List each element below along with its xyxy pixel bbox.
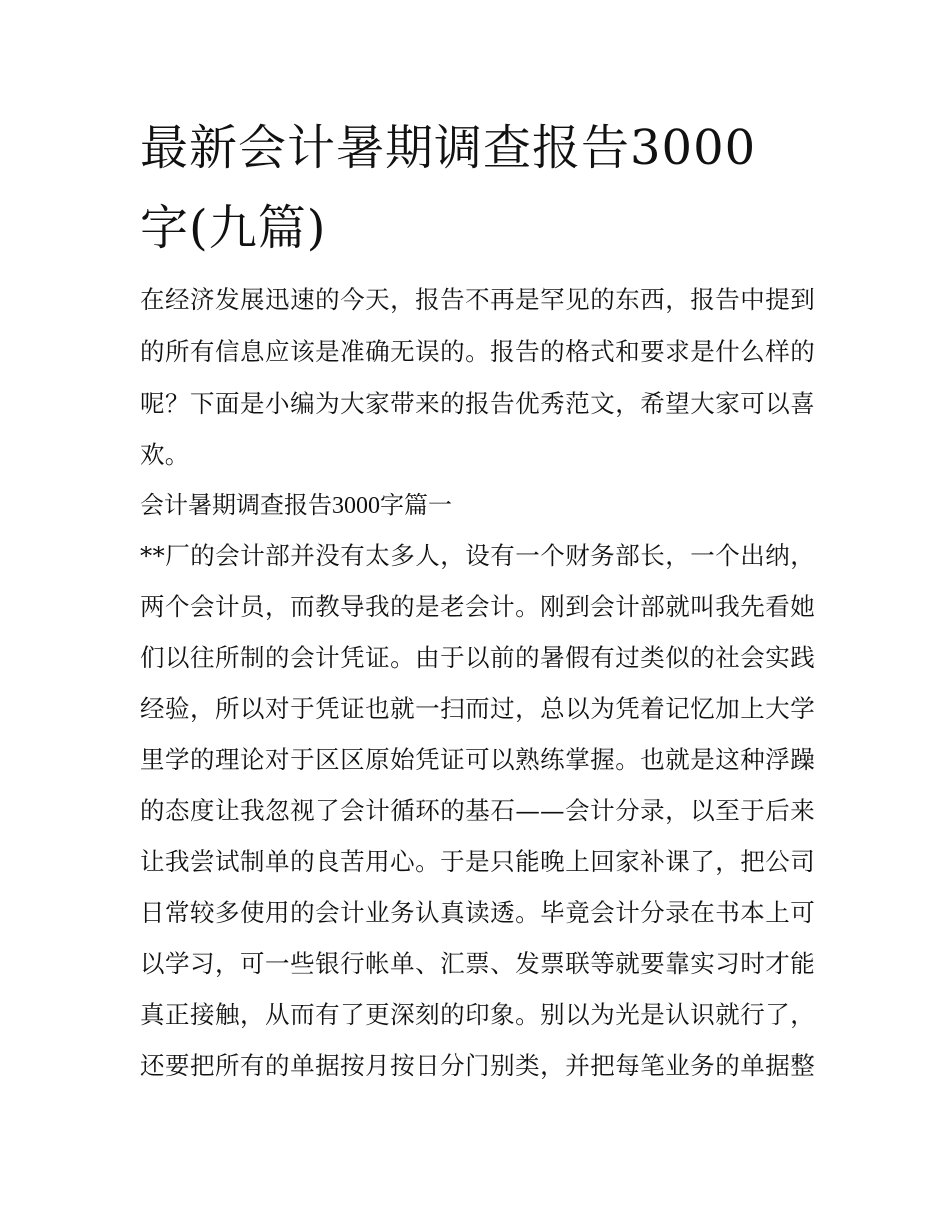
text-line: 的所有信息应该是准确无误的。报告的格式和要求是什么样的	[140, 337, 815, 366]
text-line: 日常较多使用的会计业务认真读透。毕竟会计分录在书本上可	[140, 898, 815, 927]
title-line-1: 最新会计暑期调查报告3000	[140, 120, 757, 176]
title-line-2: 字(九篇)	[140, 200, 327, 256]
text-line: 的态度让我忽视了会计循环的基石——会计分录，以至于后来	[140, 796, 815, 825]
text-line: 还要把所有的单据按月按日分门别类，并把每笔业务的单据整	[140, 1051, 815, 1080]
text-line: 在经济发展迅速的今天，报告不再是罕见的东西，报告中提到	[140, 285, 815, 314]
text-line: 两个会计员，而教导我的是老会计。刚到会计部就叫我先看她	[140, 592, 815, 621]
text-line: 经验，所以对于凭证也就一扫而过，总以为凭着记忆加上大学	[140, 694, 815, 723]
text-line: 让我尝试制单的良苦用心。于是只能晚上回家补课了，把公司	[140, 847, 815, 876]
text-line: 欢。	[140, 440, 190, 469]
text-line: 里学的理论对于区区原始凭证可以熟练掌握。也就是这种浮躁	[140, 745, 815, 774]
section-heading: 会计暑期调查报告3000字篇一	[140, 493, 452, 519]
text-line: 呢？下面是小编为大家带来的报告优秀范文，希望大家可以喜	[140, 389, 815, 418]
text-line: 们以往所制的会计凭证。由于以前的暑假有过类似的社会实践	[140, 643, 815, 672]
text-line: 真正接触，从而有了更深刻的印象。别以为光是认识就行了，	[140, 1000, 815, 1029]
text-line: 以学习，可一些银行帐单、汇票、发票联等就要靠实习时才能	[140, 949, 815, 978]
text-line: **厂的会计部并没有太多人，设有一个财务部长，一个出纳，	[140, 541, 815, 570]
